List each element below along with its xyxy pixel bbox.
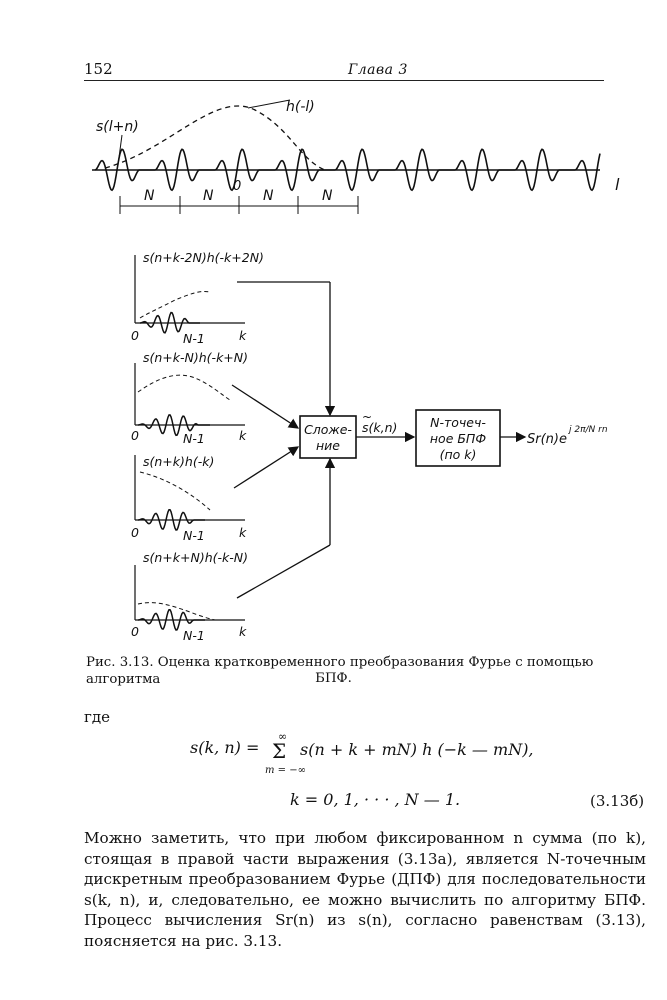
panel-1-label: s(n+k-2N)h(-k+2N) bbox=[143, 250, 264, 265]
chapter-title: Глава 3 bbox=[348, 62, 408, 78]
panel-4-origin: 0 bbox=[131, 624, 139, 639]
panel-2 bbox=[131, 350, 248, 446]
axis-l-label: l bbox=[615, 175, 620, 194]
sum-output-label: s(k,n) bbox=[362, 420, 398, 435]
top-origin-label: 0 bbox=[233, 179, 242, 194]
panel-4-label: s(n+k+N)h(-k-N) bbox=[143, 550, 249, 565]
panel-1-origin: 0 bbox=[131, 328, 139, 343]
equation-number: (3.13б) bbox=[590, 792, 645, 810]
panel-1-axis: k bbox=[239, 328, 247, 343]
panel-1 bbox=[131, 250, 264, 346]
equation-rhs: s(n + k + mN) h (−k — mN), bbox=[300, 740, 534, 759]
panel-1-end: N-1 bbox=[183, 331, 205, 346]
segment-label-3: N bbox=[263, 188, 274, 204]
sum-upper-limit: ∞ bbox=[278, 730, 288, 743]
segment-label-4: N bbox=[322, 188, 333, 204]
equation-k-range: k = 0, 1, · · · , N — 1. bbox=[290, 790, 461, 809]
tilde-mark: ~ bbox=[362, 410, 373, 424]
fft-block-line3: (по k) bbox=[439, 447, 477, 462]
panel-2-origin: 0 bbox=[131, 428, 139, 443]
panel-2-label: s(n+k-N)h(-k+N) bbox=[143, 350, 249, 365]
panel-4 bbox=[131, 550, 248, 643]
sum-symbol: Σ bbox=[272, 739, 287, 763]
equation-lhs: s(k, n) = bbox=[190, 738, 260, 757]
panel-4-axis: k bbox=[239, 624, 247, 639]
panel-2-axis: k bbox=[239, 428, 247, 443]
page-number: 152 bbox=[84, 60, 113, 78]
segment-label-1: N bbox=[144, 188, 155, 204]
fft-block-line2: ное БПФ bbox=[429, 431, 487, 446]
window-label: h(-l) bbox=[286, 99, 315, 115]
panel-4-end: N-1 bbox=[183, 628, 205, 643]
figure-caption-line2: БПФ. bbox=[315, 671, 352, 686]
result-label: Sr(n)e bbox=[527, 432, 567, 447]
sum-lower-limit: m = −∞ bbox=[265, 765, 306, 776]
figure-caption-line1: Рис. 3.13. Оценка кратковременного преобразования Фурье с помощью алгоритма bbox=[86, 655, 594, 687]
sum-block-line2: ние bbox=[316, 438, 340, 453]
segment-label-2: N bbox=[203, 188, 214, 204]
body-paragraph: Можно заметить, что при любом фиксированном n сумма (по k), стоящая в правой части выражения (3.13а), является N-точечным дискретным преобразованием Фурье (ДПФ) для последовательности s(k, n), и, следовательно, ее можно вычислить по алгоритму БПФ. Процесс вычисления Sr(n) из s(n), согласно равенствам (3.13), поясняется на рис. 3.13. bbox=[84, 829, 646, 950]
panel-3-end: N-1 bbox=[183, 528, 205, 543]
panel-2-end: N-1 bbox=[183, 431, 205, 446]
signal-label: s(l+n) bbox=[96, 119, 139, 135]
window-leader bbox=[248, 100, 290, 108]
sum-block-line1: Сложе- bbox=[304, 422, 352, 437]
top-window-curve bbox=[105, 106, 325, 170]
fft-block-line1: N-точеч- bbox=[430, 415, 486, 430]
panel-3-label: s(n+k)h(-k) bbox=[143, 454, 215, 469]
panel-3-axis: k bbox=[239, 525, 247, 540]
panel-3-origin: 0 bbox=[131, 525, 139, 540]
result-exponent: j 2π/N rn bbox=[569, 425, 608, 435]
where-word: где bbox=[84, 708, 110, 726]
panel-3 bbox=[131, 454, 247, 543]
